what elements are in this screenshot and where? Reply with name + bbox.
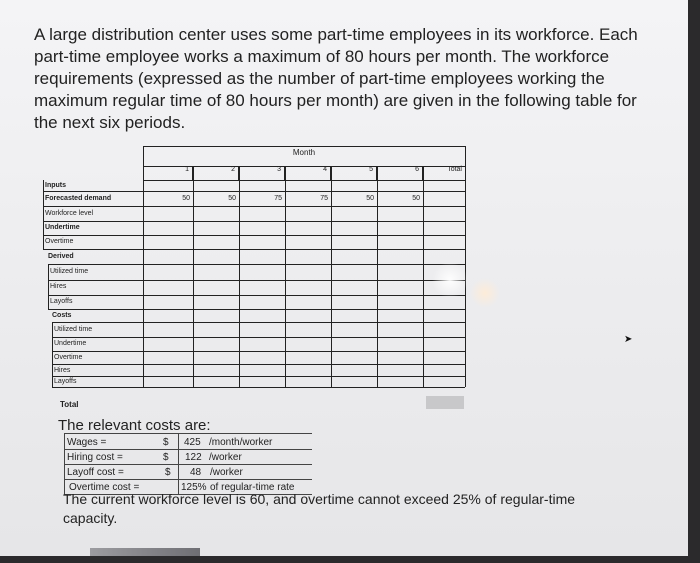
period-4: 4 xyxy=(285,166,331,180)
row-cost-utilized-time: Utilized time xyxy=(54,326,93,333)
row-cost-undertime: Undertime xyxy=(54,340,87,347)
period-3: 3 xyxy=(239,166,285,180)
period-5: 5 xyxy=(331,166,377,180)
row-workforce-level: Workforce level xyxy=(45,210,94,217)
overtime-label: Overtime cost = xyxy=(69,482,140,493)
row-cost-hires: Hires xyxy=(54,367,71,374)
period-2: 2 xyxy=(193,166,239,180)
closing-statement: The current workforce level is 60, and overtime cannot exceed 25% of regular-time capacity. xyxy=(63,491,576,526)
section-derived: Derived xyxy=(48,253,74,260)
layoff-value: 48 xyxy=(190,467,202,478)
section-inputs: Inputs xyxy=(45,182,66,189)
demand-period-3: 75 xyxy=(274,195,282,202)
demand-period-6: 50 xyxy=(412,195,420,202)
problem-statement: A large distribution center uses some part-time employees in its workforce. Each part-time employee works a maximum of 80 hours per month. The workforce requirements (expressed as the number of part-time employees working the maximum regular time of 80 hours per month) are given in the following table for the next six periods. xyxy=(34,25,638,132)
mouse-pointer-icon: ➤ xyxy=(624,334,633,345)
row-layoffs: Layoffs xyxy=(50,298,73,305)
row-cost-overtime: Overtime xyxy=(54,354,83,361)
section-costs: Costs xyxy=(52,312,72,319)
demand-period-1: 50 xyxy=(182,195,190,202)
layoff-label: Layoff cost = xyxy=(67,467,124,478)
period-6: 6 xyxy=(377,166,423,180)
row-hires: Hires xyxy=(50,283,67,290)
wages-value: 425 xyxy=(184,437,201,448)
hiring-unit: /worker xyxy=(209,452,242,463)
hiring-value: 122 xyxy=(185,452,202,463)
row-utilized-time: Utilized time xyxy=(50,268,89,275)
wages-label: Wages = xyxy=(67,437,107,448)
total-header: Total xyxy=(447,166,462,173)
total-label: Total xyxy=(60,400,79,409)
costs-intro: The relevant costs are: xyxy=(58,417,211,434)
row-forecasted-demand: Forecasted demand xyxy=(45,195,112,202)
wages-currency: $ xyxy=(163,437,169,448)
demand-period-2: 50 xyxy=(228,195,236,202)
overtime-unit: of regular-time rate xyxy=(210,482,295,493)
overtime-value: 125% xyxy=(181,482,207,493)
row-cost-layoffs: Layoffs xyxy=(54,378,77,385)
hiring-label: Hiring cost = xyxy=(67,452,123,463)
period-1: 1 xyxy=(143,166,193,180)
layoff-currency: $ xyxy=(165,467,171,478)
row-overtime: Overtime xyxy=(45,238,74,245)
wages-unit: /month/worker xyxy=(209,437,273,448)
demand-period-4: 75 xyxy=(320,195,328,202)
month-label: Month xyxy=(292,148,316,157)
layoff-unit: /worker xyxy=(210,467,243,478)
demand-period-5: 50 xyxy=(366,195,374,202)
hiring-currency: $ xyxy=(163,452,169,463)
screen-bezel-edge xyxy=(90,548,200,556)
row-undertime: Undertime xyxy=(45,224,80,231)
